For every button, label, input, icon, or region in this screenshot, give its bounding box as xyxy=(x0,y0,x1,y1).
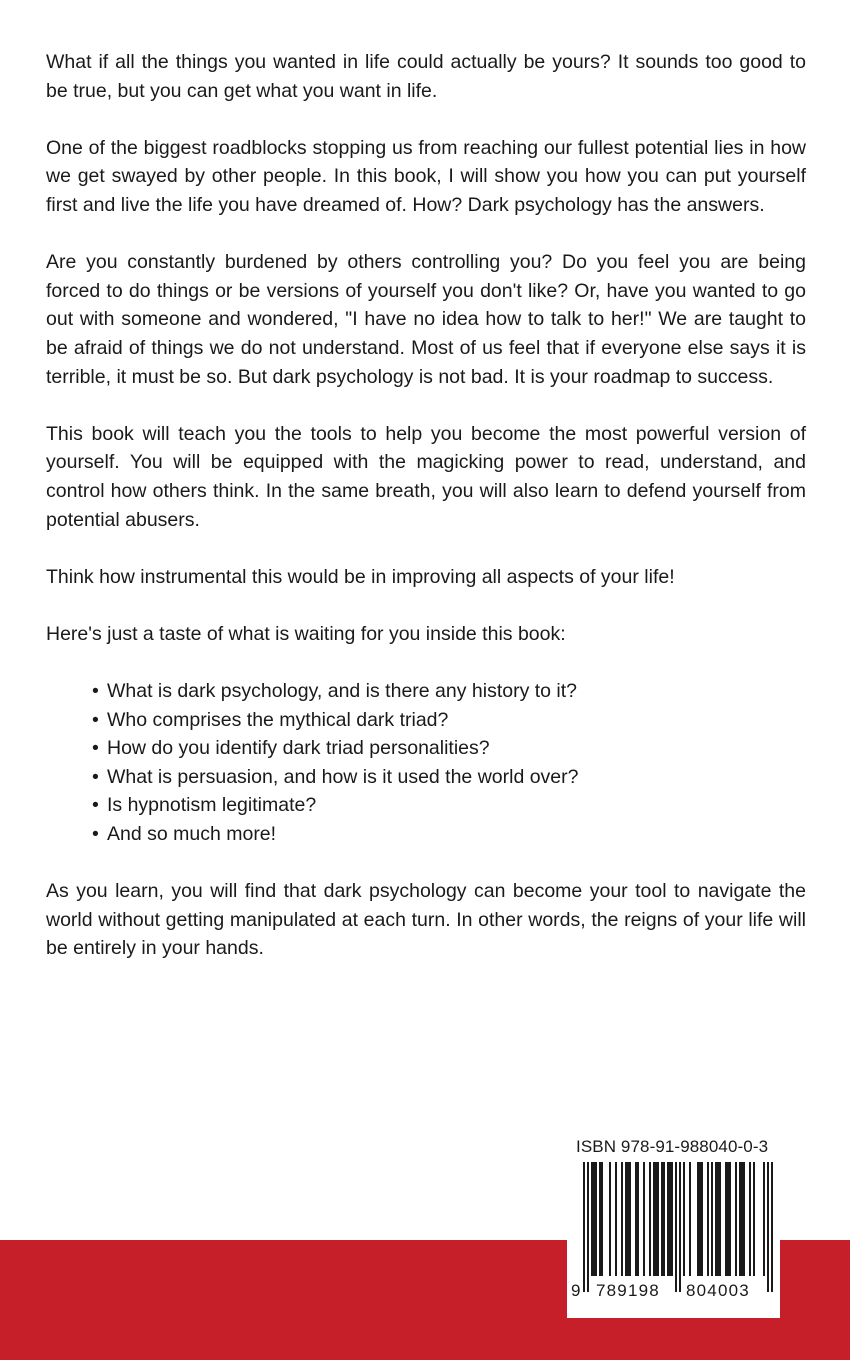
barcode-bar xyxy=(697,1162,699,1276)
barcode-bar xyxy=(739,1162,741,1276)
bullet-icon: • xyxy=(92,765,99,788)
barcode-bar xyxy=(643,1162,645,1276)
barcode-bar xyxy=(727,1162,729,1276)
paragraph-intro: What if all the things you wanted in life could actually be yours? It sounds too good to be true, but you can get what you want in life. xyxy=(46,51,806,102)
barcode-bar xyxy=(615,1162,617,1276)
paragraph-taste: Here's just a taste of what is waiting for you inside this book: xyxy=(46,622,566,645)
contents-list xyxy=(46,677,806,849)
barcode-bar xyxy=(741,1162,743,1276)
paragraph-tools: This book will teach you the tools to help you become the most powerful version of yourself. You will be equipped with the magicking power to read, understand, and control how others think. In the same breath, you will also learn to defend yourself from potential abusers. xyxy=(46,422,806,531)
barcode-bar xyxy=(663,1162,665,1276)
barcode-bar xyxy=(689,1162,691,1276)
barcode-guard-bar xyxy=(679,1162,681,1292)
barcode-bar xyxy=(763,1162,765,1276)
barcode-bar xyxy=(671,1162,673,1276)
barcode-bar xyxy=(743,1162,745,1276)
barcode-guard-bar xyxy=(771,1162,773,1292)
paragraph-instrumental: Think how instrumental this would be in improving all aspects of your life! xyxy=(46,565,675,588)
barcode-bar xyxy=(753,1162,755,1276)
bullet-icon: • xyxy=(92,680,99,703)
barcode-bar xyxy=(683,1162,685,1276)
isbn-label: ISBN 978-91-988040-0-3 xyxy=(576,1137,769,1156)
bullet-icon: • xyxy=(92,794,99,817)
barcode-bar xyxy=(625,1162,627,1276)
barcode-bar xyxy=(637,1162,639,1276)
list-item: • Is hypnotism legitimate? xyxy=(92,791,806,820)
barcode-bar xyxy=(635,1162,637,1276)
bullet-icon: • xyxy=(92,708,99,731)
barcode-guard-bar xyxy=(767,1162,769,1292)
barcode-bar xyxy=(719,1162,721,1276)
barcode-bar xyxy=(707,1162,709,1276)
barcode-bar xyxy=(627,1162,629,1276)
list-item: • What is dark psychology, and is there any history to it? xyxy=(92,677,806,706)
barcode-bar xyxy=(629,1162,631,1276)
barcode-bar xyxy=(655,1162,657,1276)
barcode-bar xyxy=(669,1162,671,1276)
paragraph-closing: As you learn, you will find that dark psychology can become your tool to navigate the world without getting manipulated at each turn. In other words, the reigns of your life will be entirely in your hands. xyxy=(46,880,806,960)
barcode-bar xyxy=(717,1162,719,1276)
barcode-bar xyxy=(609,1162,611,1276)
barcode-bar xyxy=(601,1162,603,1276)
barcode-bar xyxy=(699,1162,701,1276)
list-item: • And so much more! xyxy=(92,820,806,849)
barcode-area xyxy=(567,1134,780,1318)
barcode-bar xyxy=(595,1162,597,1276)
barcode-bar xyxy=(591,1162,593,1276)
barcode-bar xyxy=(749,1162,751,1276)
barcode-bar xyxy=(667,1162,669,1276)
barcode-bar xyxy=(725,1162,727,1276)
list-item: • How do you identify dark triad personalities? xyxy=(92,734,806,763)
barcode-bar xyxy=(657,1162,659,1276)
barcode-bar xyxy=(661,1162,663,1276)
barcode-bar xyxy=(729,1162,731,1276)
barcode-guard-bar xyxy=(583,1162,585,1292)
bullet-icon: • xyxy=(92,823,99,846)
barcode-right-digits: 804003 xyxy=(686,1281,750,1300)
barcode-lead-digit: 9 xyxy=(571,1281,582,1300)
bullet-icon: • xyxy=(92,737,99,760)
barcode-bar xyxy=(711,1162,713,1276)
barcode-guard-bar xyxy=(587,1162,589,1292)
barcode-bar xyxy=(621,1162,623,1276)
barcode-left-digits: 789198 xyxy=(596,1281,660,1300)
paragraph-questions: Are you constantly burdened by others controlling you? Do you feel you are being forced to do things or be versions of yourself you don't like? Or, have you wanted to go out with someone and wondered, "I have no idea how to talk to her!" We are taught to be afraid of things we do not understand. Most of us feel that if everyone else says it is terrible, it must be so. But dark psychology is not bad. It is your roadmap to success. xyxy=(46,251,806,388)
description-text xyxy=(46,48,806,992)
list-item: • Who comprises the mythical dark triad? xyxy=(92,706,806,735)
barcode-bar xyxy=(599,1162,601,1276)
barcode-bar xyxy=(653,1162,655,1276)
list-item: • What is persuasion, and how is it used the world over? xyxy=(92,763,806,792)
barcode-guard-bar xyxy=(675,1162,677,1292)
barcode-bar xyxy=(701,1162,703,1276)
barcode-bar xyxy=(649,1162,651,1276)
barcode-bar xyxy=(735,1162,737,1276)
paragraph-roadblocks: One of the biggest roadblocks stopping us from reaching our fullest potential lies in how we get swayed by other people. In this book, I will show you how you can put yourself first and live the life you have dreamed of. How? Dark psychology has the answers. xyxy=(46,136,806,216)
barcode-bar xyxy=(593,1162,595,1276)
barcode-bar xyxy=(715,1162,717,1276)
